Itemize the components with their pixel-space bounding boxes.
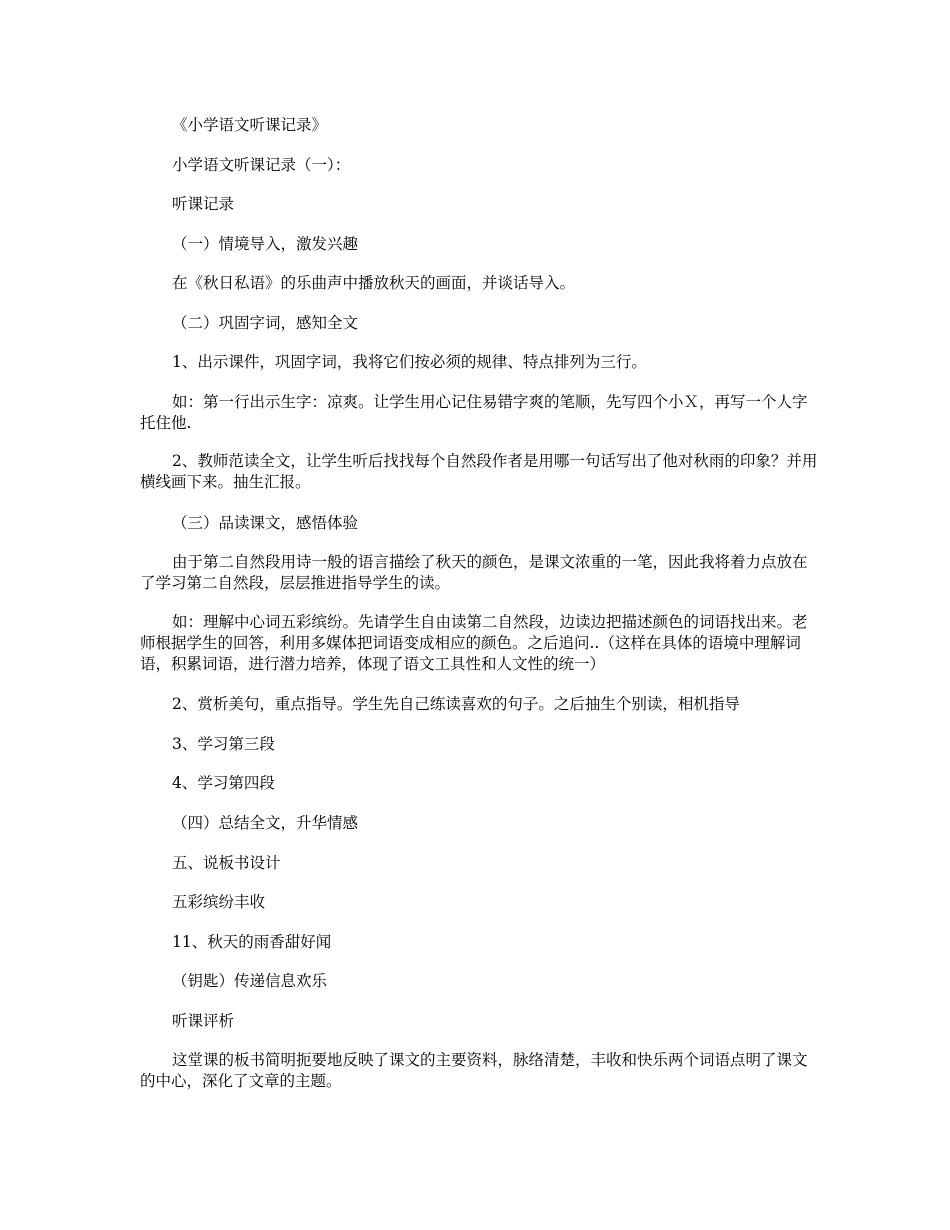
paragraph-7: 如：第一行出示生字：凉爽。让学生用心记住易错字爽的笔顺，先写四个小Ｘ，再写一个人字托住他. xyxy=(140,393,808,432)
paragraph-19: （钥匙）传递信息欢乐 xyxy=(172,972,328,990)
document-title: 《小学语文听课记录》 xyxy=(172,116,328,134)
paragraph-13: 3、学习第三段 xyxy=(172,735,275,753)
paragraph-17: 五彩缤纷丰收 xyxy=(172,893,266,911)
paragraph-3: （一）情境导入，激发兴趣 xyxy=(172,235,359,253)
paragraph-11: 如：理解中心词五彩缤纷。先请学生自由读第二自然段，边读边把描述颜色的词语找出来。老师根据学生的回答，利用多媒体把词语变成相应的颜色。之后追问..（这样在具体的语境中理解词语，积累词语，进行潜力培养，体现了语文工具性和人文性的统一） xyxy=(140,613,808,673)
paragraph-10: 由于第二自然段用诗一般的语言描绘了秋天的颜色，是课文浓重的一笔，因此我将着力点放在了学习第二自然段，层层推进指导学生的读。 xyxy=(140,553,808,592)
paragraph-18: 11、秋天的雨香甜好闻 xyxy=(172,933,332,951)
paragraph-8: 2、教师范读全文，让学生听后找找每个自然段作者是用哪一句话写出了他对秋雨的印象？并用横线画下来。抽生汇报。 xyxy=(140,452,818,491)
paragraph-20: 听课评析 xyxy=(172,1012,235,1030)
paragraph-14: 4、学习第四段 xyxy=(172,774,275,792)
paragraph-21: 这堂课的板书简明扼要地反映了课文的主要资料，脉络清楚，丰收和快乐两个词语点明了课文的中心，深化了文章的主题。 xyxy=(140,1051,808,1090)
paragraph-6: 1、出示课件，巩固字词，我将它们按必须的规律、特点排列为三行。 xyxy=(172,353,647,371)
paragraph-5: （二）巩固字词，感知全文 xyxy=(172,314,359,332)
paragraph-15: （四）总结全文，升华情感 xyxy=(172,814,359,832)
paragraph-9: （三）品读课文，感悟体验 xyxy=(172,514,359,532)
paragraph-1: 小学语文听课记录（一）： xyxy=(172,156,351,174)
paragraph-12: 2、赏析美句，重点指导。学生先自己练读喜欢的句子。之后抽生个别读，相机指导 xyxy=(172,695,740,713)
paragraph-16: 五、说板书设计 xyxy=(172,854,281,872)
paragraph-2: 听课记录 xyxy=(172,195,235,213)
paragraph-4: 在《秋日私语》的乐曲声中播放秋天的画面，并谈话导入。 xyxy=(172,274,576,292)
